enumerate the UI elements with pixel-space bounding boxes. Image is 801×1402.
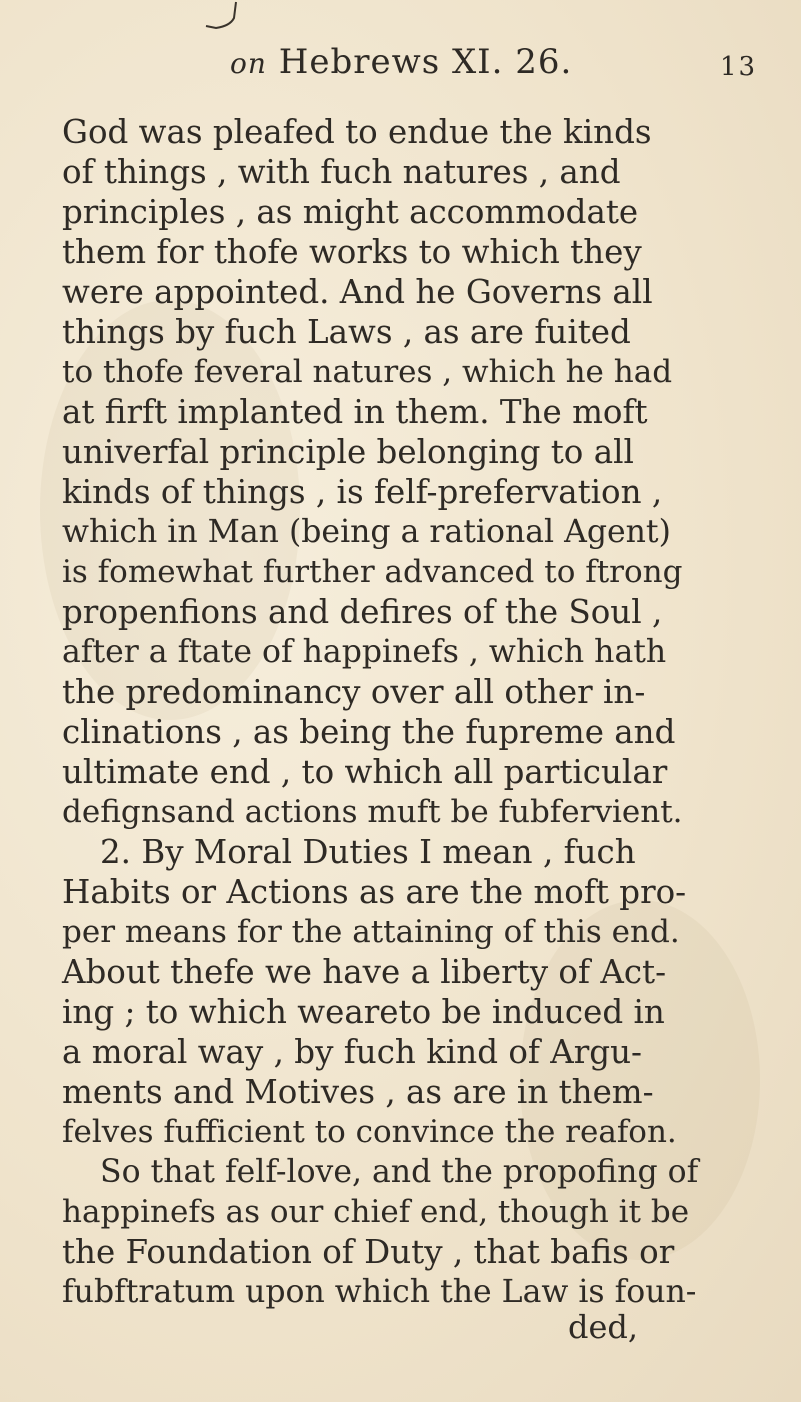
text-line: the Foundation of Duty , that bafis or — [62, 1233, 675, 1271]
text-line: Habits or Actions as are the moft pro- — [62, 873, 687, 911]
text-line: a moral way , by fuch kind of Argu- — [62, 1033, 643, 1071]
text-line: God was pleafed to endue the kinds — [62, 113, 652, 151]
text-line: univerfal principle belonging to all — [62, 433, 634, 471]
text-line: is fomewhat further advanced to ftrong — [62, 554, 683, 590]
running-head — [230, 42, 572, 82]
text-line: per means for the attaining of this end. — [62, 914, 680, 950]
text-line: of things , with fuch natures , and — [62, 153, 621, 191]
text-line: happinefs as our chief end, though it be — [62, 1194, 690, 1230]
text-line: propenfions and defires of the Soul , — [62, 593, 663, 631]
text-line: kinds of things , is felf-prefervation , — [62, 473, 663, 511]
catchword: ded, — [568, 1308, 639, 1346]
text-line: them for thofe works to which they — [62, 233, 642, 271]
text-line: at firft implanted in them. The moft — [62, 393, 648, 431]
page-number: 13 — [720, 52, 758, 82]
text-line: 2. By Moral Duties I mean , fuch — [100, 833, 636, 871]
text-line: ultimate end , to which all particular — [62, 753, 668, 791]
text-line: felves fufficient to convince the reafon. — [62, 1114, 677, 1150]
page-header — [0, 42, 801, 102]
text-line: clinations , as being the fupreme and — [62, 713, 676, 751]
running-head-title: Hebrews XI. 26. — [278, 42, 573, 82]
text-line: So that felf-love, and the propofing of — [100, 1154, 699, 1190]
text-line: ing ; to which weareto be induced in — [62, 993, 665, 1031]
text-line: About thefe we have a liberty of Act- — [62, 953, 667, 991]
text-line: defignsand actions muft be fubfervient. — [62, 794, 683, 830]
ink-mark-icon — [186, 0, 266, 34]
text-line: to thofe feveral natures , which he had — [62, 354, 673, 390]
running-head-prefix: on — [230, 47, 267, 80]
text-line: ments and Motives , as are in them- — [62, 1073, 654, 1111]
text-line: principles , as might accommodate — [62, 193, 639, 231]
text-line: which in Man (being a rational Agent) — [62, 514, 671, 550]
text-line: after a ftate of happinefs , which hath — [62, 634, 667, 670]
text-line: the predominancy over all other in- — [62, 673, 646, 711]
text-line: things by fuch Laws , as are fuited — [62, 313, 631, 351]
text-line: fubftratum upon which the Law is foun- — [62, 1274, 697, 1310]
text-line: were appointed. And he Governs all — [62, 273, 653, 311]
